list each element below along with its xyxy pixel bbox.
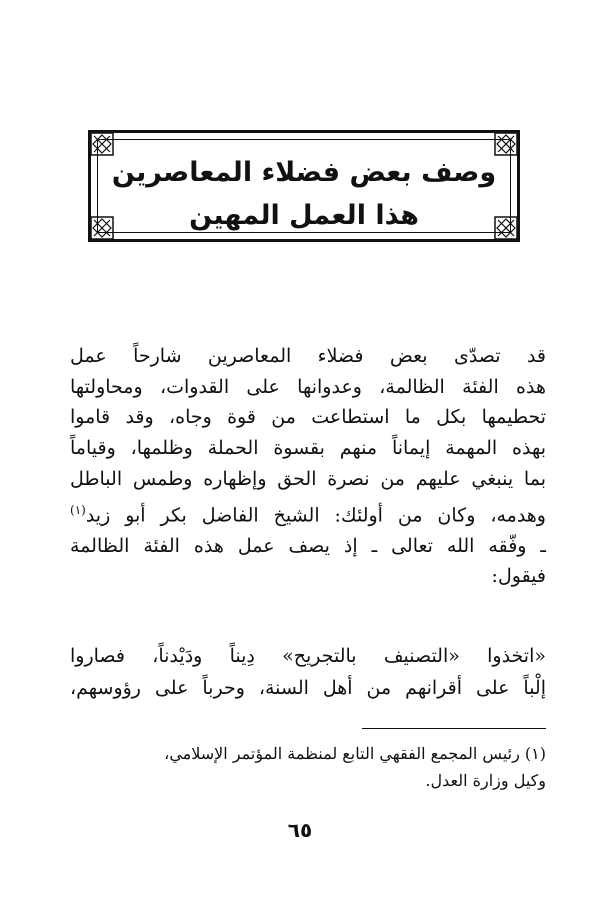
corner-ornament-icon — [494, 132, 518, 156]
quote-paragraph — [70, 640, 546, 704]
body-line: بهذه المهمة إيماناً منهم بقسوة الحملة وظلمها، وقياماً — [70, 437, 546, 460]
quote-line: «اتخذوا «التصنيف بالتجريح» دِيناً ودَيْدناً، فصاروا — [70, 645, 546, 667]
body-line: فيقول: — [491, 565, 546, 588]
corner-ornament-icon — [494, 216, 518, 240]
body-line: بما ينبغي عليهم من نصرة الحق وإظهاره وطمس الباطل — [70, 467, 546, 490]
body-paragraph — [70, 341, 546, 592]
body-line-text: وهدمه، وكان من أولئك: الشيخ الفاضل بكر أبو زيد — [85, 503, 546, 526]
body-line: قد تصدّى بعض فضلاء المعاصرين شارحاً عمل — [70, 345, 546, 367]
chapter-title-line-1: وصف بعض فضلاء المعاصرين — [111, 157, 497, 188]
title-frame — [88, 130, 520, 242]
body-line: ـ وفّقه الله تعالى ـ إذ يصف عمل هذه الفئة الظالمة — [70, 534, 546, 557]
footnote-reference: (١) — [70, 502, 86, 517]
body-line: تحطيمها بكل ما استطاعت من قوة وجاه، وقد قاموا — [70, 406, 546, 429]
page-number: ٦٥ — [287, 818, 313, 842]
quote-line: إلْباً على أقرانهم من أهل السنة، وحرباً على رؤوسهم، — [70, 677, 546, 699]
chapter-title-line-2: هذا العمل المهين — [189, 200, 419, 231]
footnote-line: وكيل وزارة العدل. — [425, 771, 546, 790]
chapter-title — [111, 151, 497, 237]
footnote-divider — [362, 728, 546, 729]
footnote — [70, 740, 546, 794]
footnote-line: (١) رئيس المجمع الفقهي التابع لمنظمة المؤتمر الإسلامي، — [164, 744, 546, 763]
body-line: هذه الفئة الظالمة، وعدوانها على القدوات، ومحاولتها — [70, 375, 546, 398]
body-line-with-footnote — [70, 495, 546, 531]
